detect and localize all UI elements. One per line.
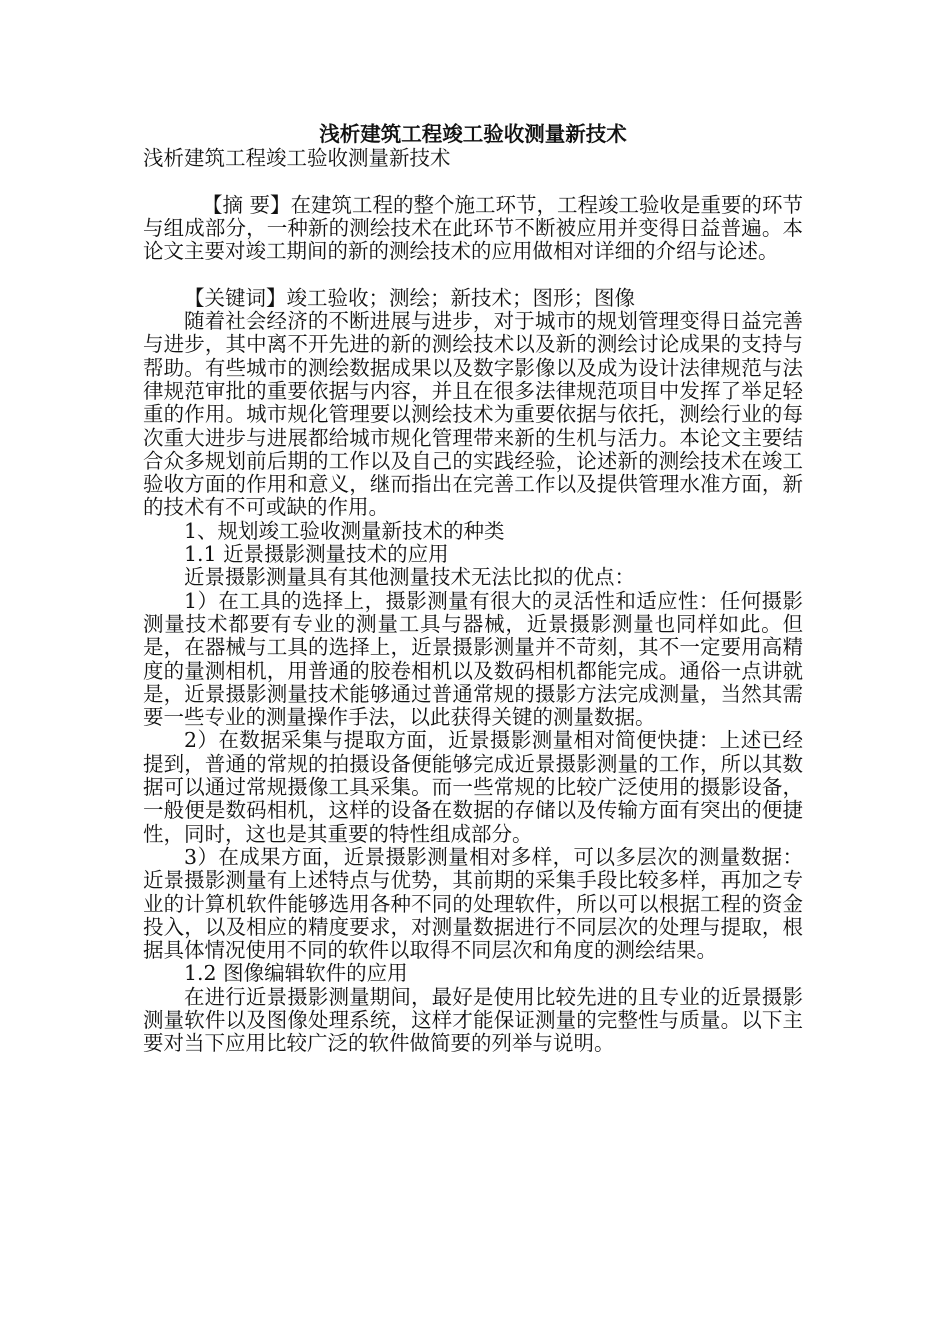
document-body xyxy=(143,122,803,1056)
section-1-1-heading: 1.1 近景摄影测量技术的应用 xyxy=(184,542,449,567)
section-1-2-paragraph: 在进行近景摄影测量期间，最好是使用比较先进的且专业的近景摄影测量软件以及图像处理系统，这样才能保证测量的完整性与质量。以下主要对当下应用比较广泛的软件做简要的列举与说明。 xyxy=(143,984,803,1056)
point-3-paragraph: 3）在成果方面，近景摄影测量相对多样，可以多层次的测量数据：近景摄影测量有上述特点与优势，其前期的采集手段比较多样，再加之专业的计算机软件能够选用各种不同的处理软件，所以可以根据工程的资金投入，以及相应的精度要求，对测量数据进行不同层次的处理与提取，根据具体情况使用不同的软件以取得不同层次和角度的测绘结果。 xyxy=(143,844,803,963)
section-1-heading: 1、规划竣工验收测量新技术的种类 xyxy=(184,518,505,543)
abstract-paragraph: 【摘 要】在建筑工程的整个施工环节，工程竣工验收是重要的环节与组成部分，一种新的测绘技术在此环节不断被应用并变得日益普遍。本论文主要对竣工期间的新的测绘技术的应用做相对详细的介绍与论述。 xyxy=(143,192,804,264)
point-1-paragraph: 1）在工具的选择上，摄影测量有很大的灵活性和适应性：任何摄影测量技术都要有专业的测量工具与器械，近景摄影测量也同样如此。但是，在器械与工具的选择上，近景摄影测量并不苛刻，其不一定要用高精度的量测相机，用普通的胶卷相机以及数码相机都能完成。通俗一点讲就是，近景摄影测量技术能够通过普通常规的摄影方法完成测量，当然其需要一些专业的测量操作手法，以此获得关键的测量数据。 xyxy=(143,588,803,730)
spacer xyxy=(143,263,803,286)
keywords-line: 【关键词】竣工验收；测绘；新技术；图形；图像 xyxy=(184,285,635,310)
document-title: 浅析建筑工程竣工验收测量新技术 xyxy=(319,122,627,146)
spacer xyxy=(143,170,803,193)
point-2-paragraph: 2）在数据采集与提取方面，近景摄影测量相对简便快捷：上述已经提到，普通的常规的拍摄设备便能够完成近景摄影测量的工作，所以其数据可以通过常规摄像工具采集。而一些常规的比较广泛使用的摄影设备，一般便是数码相机，这样的设备在数据的存储以及传输方面有突出的便捷性，同时，这也是其重要的特性组成部分。 xyxy=(143,728,803,846)
document-subtitle: 浅析建筑工程竣工验收测量新技术 xyxy=(143,146,451,170)
intro-paragraph: 随着社会经济的不断进展与进步，对于城市的规划管理变得日益完善与进步，其中离不开先进的新的测绘技术以及新的测绘讨论成果的支持与帮助。有些城市的测绘数据成果以及数字影像以及成为设计法律规范与法律规范审批的重要依据与内容，并且在很多法律规范项目中发挥了举足轻重的作用。城市规化管理要以测绘技术为重要依据与依托，测绘行业的每次重大进步与进展都给城市规化管理带来新的生机与活力。本论文主要结合众多规划前后期的工作以及自己的实践经验，论述新的测绘技术在竣工验收方面的作用和意义，继而指出在完善工作以及提供管理水准方面，新的技术有不可或缺的作用。 xyxy=(143,309,803,520)
section-1-1-intro: 近景摄影测量具有其他测量技术无法比拟的优点： xyxy=(184,565,635,590)
section-1-2-heading: 1.2 图像编辑软件的应用 xyxy=(184,961,408,986)
